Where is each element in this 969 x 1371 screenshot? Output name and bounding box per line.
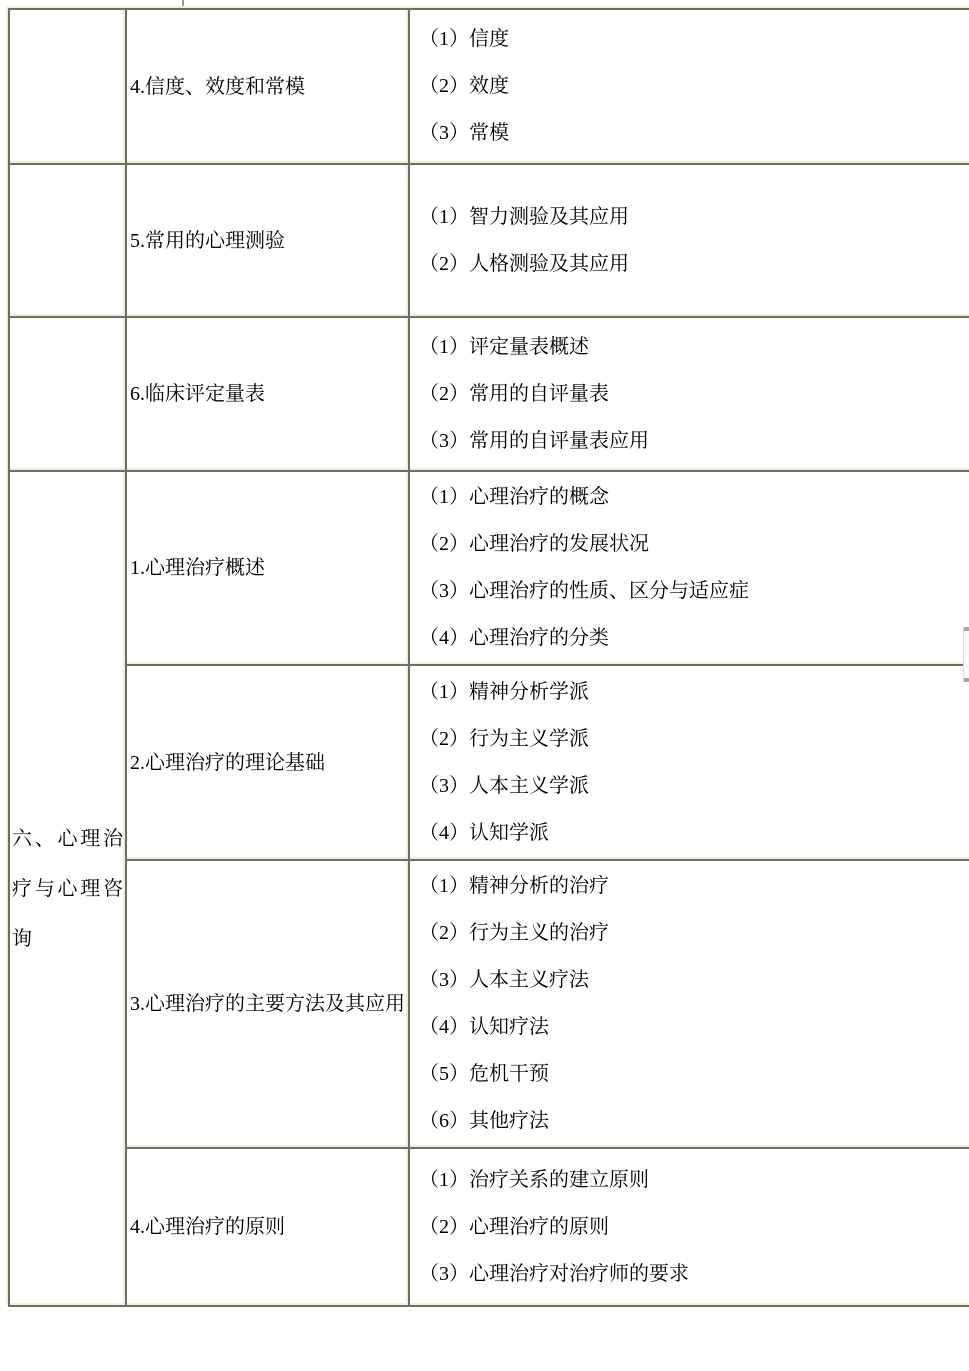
- table-row: [9, 1148, 969, 1306]
- syllabus-item: （3）心理治疗对治疗师的要求: [419, 1262, 689, 1285]
- table-row: [9, 665, 969, 860]
- syllabus-item: （5）危机干预: [419, 1063, 549, 1085]
- topic-label: 1.心理治疗概述: [130, 557, 265, 579]
- topic-cell: [126, 1148, 409, 1306]
- topic-cell: [126, 164, 409, 317]
- topic-label: 4.信度、效度和常模: [130, 75, 305, 98]
- syllabus-item: （1）信度: [419, 28, 509, 50]
- topic-label: 4.心理治疗的原则: [130, 1216, 285, 1238]
- table-row: [9, 164, 969, 317]
- syllabus-item: （6）其他疗法: [419, 1110, 549, 1132]
- topic-cell: [126, 9, 409, 164]
- syllabus-item: （2）常用的自评量表: [419, 382, 609, 405]
- table-row: [9, 860, 969, 1148]
- scrollbar-cap-bottom-icon: [964, 678, 969, 682]
- items-cell: [409, 860, 969, 1148]
- syllabus-item: （2）行为主义的治疗: [419, 922, 609, 944]
- syllabus-item: （2）人格测验及其应用: [419, 252, 629, 275]
- section-cell-empty: [9, 317, 126, 471]
- items-cell: [409, 471, 969, 665]
- section-label: 六、心理治疗与心理咨询: [12, 827, 123, 950]
- topic-cell: [126, 860, 409, 1148]
- table-row: [9, 317, 969, 471]
- syllabus-item: （1）智力测验及其应用: [419, 205, 629, 228]
- topic-label: 6.临床评定量表: [130, 383, 265, 405]
- syllabus-item: （1）精神分析学派: [419, 680, 589, 703]
- topic-label: 3.心理治疗的主要方法及其应用: [130, 993, 405, 1015]
- syllabus-item: （1）治疗关系的建立原则: [419, 1168, 649, 1191]
- syllabus-item: （3）心理治疗的性质、区分与适应症: [419, 580, 749, 602]
- clipped-table-border-tick: [182, 0, 184, 8]
- syllabus-item: （1）精神分析的治疗: [419, 875, 609, 897]
- items-cell: [409, 665, 969, 860]
- syllabus-item: （1）评定量表概述: [419, 335, 589, 358]
- syllabus-item: （2）行为主义学派: [419, 727, 589, 750]
- items-cell: [409, 1148, 969, 1306]
- section-cell-empty: [9, 9, 126, 164]
- table-row: [9, 471, 969, 665]
- syllabus-item: （2）心理治疗的原则: [419, 1215, 609, 1238]
- items-cell: [409, 9, 969, 164]
- topic-cell: [126, 471, 409, 665]
- section-cell-merged: [9, 471, 126, 1306]
- syllabus-item: （3）人本主义疗法: [419, 969, 589, 991]
- syllabus-item: （3）常模: [419, 122, 509, 144]
- syllabus-item: （4）心理治疗的分类: [419, 627, 609, 649]
- scrollbar-cap-top-icon: [964, 627, 969, 631]
- syllabus-item: （2）效度: [419, 75, 509, 97]
- topic-cell: [126, 665, 409, 860]
- scrollbar-thumb[interactable]: [963, 627, 969, 682]
- topic-cell: [126, 317, 409, 471]
- topic-label: 5.常用的心理测验: [130, 229, 285, 252]
- topic-label: 2.心理治疗的理论基础: [130, 751, 325, 774]
- table-row: [9, 9, 969, 164]
- items-cell: [409, 317, 969, 471]
- syllabus-item: （3）人本主义学派: [419, 774, 589, 797]
- syllabus-item: （1）心理治疗的概念: [419, 486, 609, 508]
- syllabus-item: （2）心理治疗的发展状况: [419, 533, 649, 555]
- syllabus-item: （3）常用的自评量表应用: [419, 429, 649, 452]
- syllabus-item: （4）认知疗法: [419, 1016, 549, 1038]
- section-cell-empty: [9, 164, 126, 317]
- syllabus-item: （4）认知学派: [419, 821, 549, 844]
- syllabus-table: [8, 8, 969, 1307]
- items-cell: [409, 164, 969, 317]
